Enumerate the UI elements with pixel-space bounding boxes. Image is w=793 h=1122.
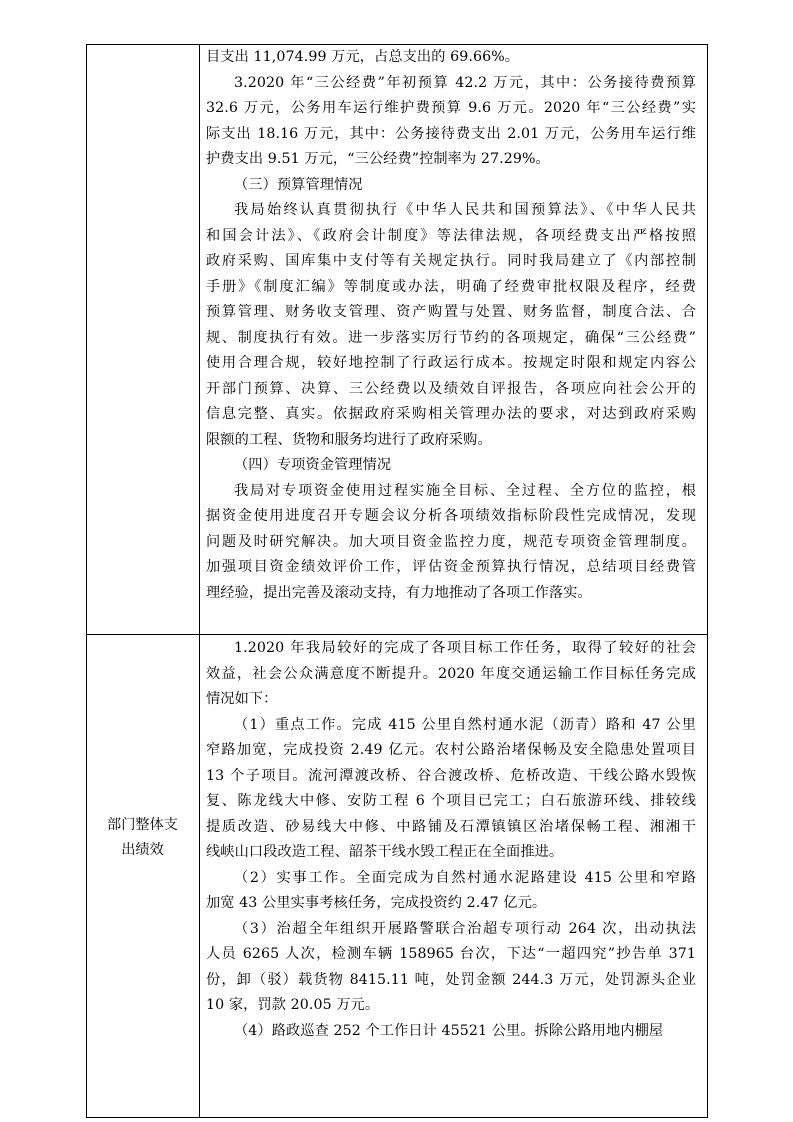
row-label-line: 部门整体支 [107, 816, 178, 833]
text-line: 信息完整、真实。依据政府采购相关管理办法的要求，对达到政府采购 [206, 406, 696, 422]
text-line: 理经验，提出完善及滚动支持，有力地推动了各项工作落实。 [206, 584, 592, 601]
text-line: 3.2020 年“三公经费”年初预算 42.2 万元，其中：公务接待费预算 [234, 74, 696, 91]
text-line: （4）路政巡查 252 个工作日计 45521 公里。拆除公路用地内棚屋 [234, 1022, 664, 1039]
text-line: 提质改造、砂易线大中修、中路铺及石潭镇镇区治堵保畅工程、湘湘干 [206, 818, 696, 835]
text-line: 开部门预算、决算、三公经费以及绩效自评报告，各项应向社会公开的 [206, 380, 696, 397]
text-line: （三）预算管理情况 [234, 176, 363, 193]
text-line: （1）重点工作。完成 415 公里自然村通水泥（沥青）路和 47 公里 [234, 716, 696, 733]
text-line: 情况如下： [206, 691, 278, 707]
text-line: 规、制度执行有效。进一步落实厉行节约的各项规定，确保“三公经费” [206, 329, 696, 346]
text-line: 加宽 43 公里实事考核任务，完成投资约 2.47 亿元。 [206, 895, 547, 911]
text-line: 预算管理、财务收支管理、资产购置与处置、财务监督，制度合法、合 [206, 304, 696, 320]
table-border-left [86, 44, 87, 1118]
text-line: （2）实事工作。全面完成为自然村通水泥路建设 415 公里和窄路 [234, 869, 696, 886]
text-line: 10 家，罚款 20.05 万元。 [206, 997, 380, 1013]
row-label-line: 出绩效 [121, 842, 164, 858]
text-line: 加强项目资金绩效评价工作，评估资金预算执行情况，总结项目经费管 [206, 559, 696, 575]
row-label-dept-performance [86, 813, 199, 864]
text-line: 13 个子项目。流河潭渡改桥、谷合渡改桥、危桥改造、干线公路水毁恢 [206, 767, 696, 784]
text-line: 线峡山口段改造工程、韶茶干线水毁工程正在全面推进。 [206, 844, 564, 860]
text-line: 复、陈龙线大中修、安防工程 6 个项目已完工；白石旅游环线、排较线 [206, 793, 696, 809]
text-line: 目支出 11,074.99 万元，占总支出的 69.66%。 [206, 49, 520, 65]
text-line: 限额的工程、货物和服务均进行了政府采购。 [206, 431, 492, 448]
text-line: 手册》《制度汇编》等制度或办法，明确了经费审批权限及程序，经费 [206, 278, 696, 295]
text-line: （3）治超全年组织开展路警联合治超专项行动 264 次，出动执法 [234, 920, 696, 937]
text-line: 我局始终认真贯彻执行《中华人民共和国预算法》、《中华人民共 [234, 202, 696, 218]
text-line: 1.2020 年我局较好的完成了各项目标工作任务，取得了较好的社会 [234, 640, 696, 656]
text-line: 份，卸（驳）载货物 8415.11 吨，处罚金额 244.3 万元，处罚源头企业 [206, 971, 696, 988]
text-line: 使用合理合规，较好地控制了行政运行成本。按规定时限和规定内容公 [206, 355, 696, 371]
text-line: 际支出 18.16 万元，其中：公务接待费支出 2.01 万元，公务用车运行维 [206, 125, 696, 142]
table-row-divider [86, 634, 708, 635]
text-line: 人员 6265 人次，检测车辆 158965 台次，下达“一超四究”抄告单 371 [206, 946, 696, 962]
table-row-2-content [199, 636, 703, 1117]
table-row-1-content [199, 45, 703, 634]
text-line: 问题及时研究解决。加大项目资金监控力度，规范专项资金管理制度。 [206, 533, 696, 550]
text-line: 据资金使用进度召开专题会议分析各项绩效指标阶段性完成情况，发现 [206, 508, 696, 524]
text-line: 效益，社会公众满意度不断提升。2020 年度交通运输工作目标任务完成 [206, 665, 696, 682]
table-border-right [707, 44, 708, 1118]
text-line: 和国会计法》、《政府会计制度》等法律法规，各项经费支出严格按照 [206, 227, 696, 244]
text-line: 窄路加宽，完成投资 2.49 亿元。农村公路治堵保畅及安全隐患处置项目 [206, 742, 696, 758]
text-line: 我局对专项资金使用过程实施全目标、全过程、全方位的监控，根 [234, 482, 696, 499]
text-line: 32.6 万元，公务用车运行维护费预算 9.6 万元。2020 年“三公经费”实 [206, 100, 696, 116]
text-line: 护费支出 9.51 万元，“三公经费”控制率为 27.29%。 [206, 151, 550, 167]
text-line: 政府采购、国库集中支付等有关规定执行。同时我局建立了《内部控制 [206, 253, 696, 269]
table-border-bottom [86, 1117, 708, 1118]
document-table [86, 44, 708, 1118]
text-line: （四）专项资金管理情况 [234, 457, 392, 473]
